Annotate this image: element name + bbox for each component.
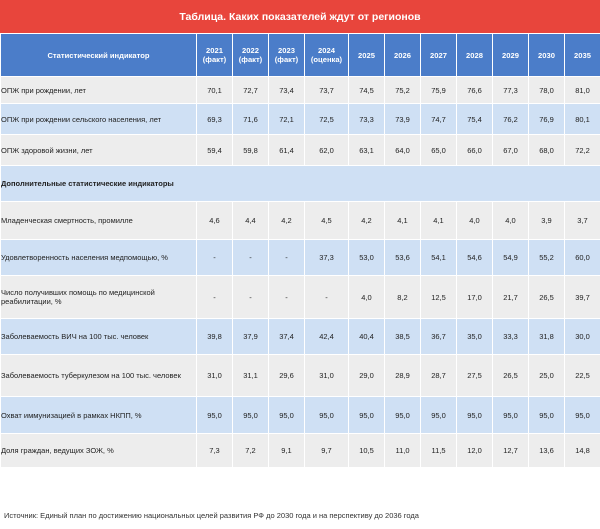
indicator-value: 7,3 xyxy=(197,434,233,468)
column-header-year: 2028 xyxy=(457,34,493,77)
indicator-value: 68,0 xyxy=(529,135,565,166)
indicator-value: 76,9 xyxy=(529,104,565,135)
indicator-value: 72,1 xyxy=(269,104,305,135)
column-header-indicator: Статистический индикатор xyxy=(1,34,197,77)
indicator-value: 22,5 xyxy=(565,355,600,397)
indicator-name: ОПЖ при рождении сельского населения, лет xyxy=(1,104,197,135)
indicator-value: 12,0 xyxy=(457,434,493,468)
indicator-value: 37,3 xyxy=(305,240,349,276)
indicator-value: 39,8 xyxy=(197,319,233,355)
indicator-value: 29,0 xyxy=(349,355,385,397)
indicator-value: 31,8 xyxy=(529,319,565,355)
column-header-year: 2025 xyxy=(349,34,385,77)
table-row xyxy=(1,104,600,135)
indicator-value: 73,9 xyxy=(385,104,421,135)
indicator-value: 95,0 xyxy=(269,397,305,434)
indicator-value: 28,9 xyxy=(385,355,421,397)
indicator-value: 26,5 xyxy=(529,276,565,319)
indicator-value: 59,4 xyxy=(197,135,233,166)
indicator-value: 7,2 xyxy=(233,434,269,468)
indicator-value: - xyxy=(269,240,305,276)
indicator-value: 53,6 xyxy=(385,240,421,276)
indicator-name: Заболеваемость туберкулезом на 100 тыс. человек xyxy=(1,355,197,397)
indicator-value: 95,0 xyxy=(565,397,600,434)
column-header-year: 2022 (факт) xyxy=(233,34,269,77)
indicator-value: 77,3 xyxy=(493,77,529,104)
indicator-value: - xyxy=(197,240,233,276)
indicator-value: 74,7 xyxy=(421,104,457,135)
indicator-value: 42,4 xyxy=(305,319,349,355)
table-row xyxy=(1,202,600,240)
indicator-value: 9,7 xyxy=(305,434,349,468)
indicator-value: 61,4 xyxy=(269,135,305,166)
indicator-value: 4,5 xyxy=(305,202,349,240)
indicator-value: 60,0 xyxy=(565,240,600,276)
indicator-value: 31,0 xyxy=(197,355,233,397)
indicator-value: 81,0 xyxy=(565,77,600,104)
indicator-value: 95,0 xyxy=(349,397,385,434)
table-row xyxy=(1,355,600,397)
section-title: Дополнительные статистические индикаторы xyxy=(1,166,600,202)
indicator-value: 73,3 xyxy=(349,104,385,135)
table-title: Таблица. Каких показателей ждут от регионов xyxy=(0,0,600,33)
indicator-value: 12,7 xyxy=(493,434,529,468)
table-row xyxy=(1,276,600,319)
indicator-value: 76,2 xyxy=(493,104,529,135)
indicator-value: 13,6 xyxy=(529,434,565,468)
indicator-value: 72,7 xyxy=(233,77,269,104)
indicator-value: 4,2 xyxy=(269,202,305,240)
indicator-name: Доля граждан, ведущих ЗОЖ, % xyxy=(1,434,197,468)
table-body xyxy=(1,77,600,468)
indicator-value: 17,0 xyxy=(457,276,493,319)
source-note: Источник: Единый план по достижению национальных целей развития РФ до 2030 года и на перспективу до 2036 года xyxy=(4,511,419,520)
indicators-table xyxy=(0,33,600,468)
indicator-name: Младенческая смертность, промилле xyxy=(1,202,197,240)
indicator-value: 95,0 xyxy=(457,397,493,434)
indicator-value: 29,6 xyxy=(269,355,305,397)
column-header-year: 2030 xyxy=(529,34,565,77)
indicator-value: 73,7 xyxy=(305,77,349,104)
indicator-value: 33,3 xyxy=(493,319,529,355)
indicator-value: - xyxy=(305,276,349,319)
column-header-year: 2035 xyxy=(565,34,600,77)
indicator-name: ОПЖ при рождении, лет xyxy=(1,77,197,104)
indicator-value: 71,6 xyxy=(233,104,269,135)
column-header-year: 2029 xyxy=(493,34,529,77)
indicator-value: 76,6 xyxy=(457,77,493,104)
indicator-value: 28,7 xyxy=(421,355,457,397)
indicator-value: 4,4 xyxy=(233,202,269,240)
indicator-value: 95,0 xyxy=(233,397,269,434)
indicator-value: 62,0 xyxy=(305,135,349,166)
indicator-value: - xyxy=(197,276,233,319)
indicator-value: 65,0 xyxy=(421,135,457,166)
indicator-name: Удовлетворенность населения медпомощью, % xyxy=(1,240,197,276)
indicator-value: 75,4 xyxy=(457,104,493,135)
table-row xyxy=(1,135,600,166)
indicator-value: 40,4 xyxy=(349,319,385,355)
indicator-value: 26,5 xyxy=(493,355,529,397)
indicator-value: 3,7 xyxy=(565,202,600,240)
table-row xyxy=(1,240,600,276)
indicator-value: 95,0 xyxy=(421,397,457,434)
indicator-value: 63,1 xyxy=(349,135,385,166)
column-header-year: 2021 (факт) xyxy=(197,34,233,77)
indicator-value: 30,0 xyxy=(565,319,600,355)
indicator-value: 4,0 xyxy=(457,202,493,240)
indicator-value: 36,7 xyxy=(421,319,457,355)
indicator-value: 11,5 xyxy=(421,434,457,468)
indicator-value: 53,0 xyxy=(349,240,385,276)
indicator-value: 59,8 xyxy=(233,135,269,166)
indicator-value: 54,6 xyxy=(457,240,493,276)
column-header-year: 2027 xyxy=(421,34,457,77)
indicator-value: 31,0 xyxy=(305,355,349,397)
indicator-value: 95,0 xyxy=(197,397,233,434)
indicator-value: 11,0 xyxy=(385,434,421,468)
indicator-name: Заболеваемость ВИЧ на 100 тыс. человек xyxy=(1,319,197,355)
column-header-year: 2026 xyxy=(385,34,421,77)
indicator-value: 35,0 xyxy=(457,319,493,355)
indicator-value: 72,5 xyxy=(305,104,349,135)
section-row xyxy=(1,166,600,202)
indicator-value: 73,4 xyxy=(269,77,305,104)
indicator-value: 37,9 xyxy=(233,319,269,355)
indicator-value: 67,0 xyxy=(493,135,529,166)
indicator-value: 66,0 xyxy=(457,135,493,166)
indicator-value: 74,5 xyxy=(349,77,385,104)
indicator-value: 39,7 xyxy=(565,276,600,319)
indicator-value: 80,1 xyxy=(565,104,600,135)
indicator-value: 27,5 xyxy=(457,355,493,397)
indicator-value: 95,0 xyxy=(529,397,565,434)
header-row xyxy=(1,34,600,77)
indicator-value: 14,8 xyxy=(565,434,600,468)
indicator-value: 95,0 xyxy=(305,397,349,434)
table-row xyxy=(1,77,600,104)
indicator-value: 4,2 xyxy=(349,202,385,240)
indicator-value: 72,2 xyxy=(565,135,600,166)
indicator-value: - xyxy=(269,276,305,319)
indicator-value: 54,9 xyxy=(493,240,529,276)
indicator-value: 78,0 xyxy=(529,77,565,104)
indicator-value: 69,3 xyxy=(197,104,233,135)
indicator-name: Число получивших помощь по медицинской реабилитации, % xyxy=(1,276,197,319)
column-header-year: 2023 (факт) xyxy=(269,34,305,77)
indicator-value: 37,4 xyxy=(269,319,305,355)
indicator-value: 38,5 xyxy=(385,319,421,355)
indicator-value: 4,0 xyxy=(493,202,529,240)
indicator-value: 4,1 xyxy=(385,202,421,240)
indicator-value: 75,9 xyxy=(421,77,457,104)
table-row xyxy=(1,434,600,468)
indicator-name: ОПЖ здоровой жизни, лет xyxy=(1,135,197,166)
indicator-value: 12,5 xyxy=(421,276,457,319)
indicator-value: 25,0 xyxy=(529,355,565,397)
indicator-value: 31,1 xyxy=(233,355,269,397)
indicator-value: 75,2 xyxy=(385,77,421,104)
indicator-value: 3,9 xyxy=(529,202,565,240)
indicator-value: 4,0 xyxy=(349,276,385,319)
indicator-value: 95,0 xyxy=(493,397,529,434)
indicator-name: Охват иммунизацией в рамках НКПП, % xyxy=(1,397,197,434)
table-row xyxy=(1,397,600,434)
indicator-value: 9,1 xyxy=(269,434,305,468)
indicator-value: 55,2 xyxy=(529,240,565,276)
indicator-value: 21,7 xyxy=(493,276,529,319)
indicator-value: 54,1 xyxy=(421,240,457,276)
indicator-value: 64,0 xyxy=(385,135,421,166)
indicator-value: - xyxy=(233,276,269,319)
column-header-year: 2024 (оценка) xyxy=(305,34,349,77)
indicator-value: 8,2 xyxy=(385,276,421,319)
indicator-value: 10,5 xyxy=(349,434,385,468)
indicator-value: 70,1 xyxy=(197,77,233,104)
indicator-value: - xyxy=(233,240,269,276)
indicator-value: 95,0 xyxy=(385,397,421,434)
indicator-value: 4,1 xyxy=(421,202,457,240)
indicator-value: 4,6 xyxy=(197,202,233,240)
table-row xyxy=(1,319,600,355)
